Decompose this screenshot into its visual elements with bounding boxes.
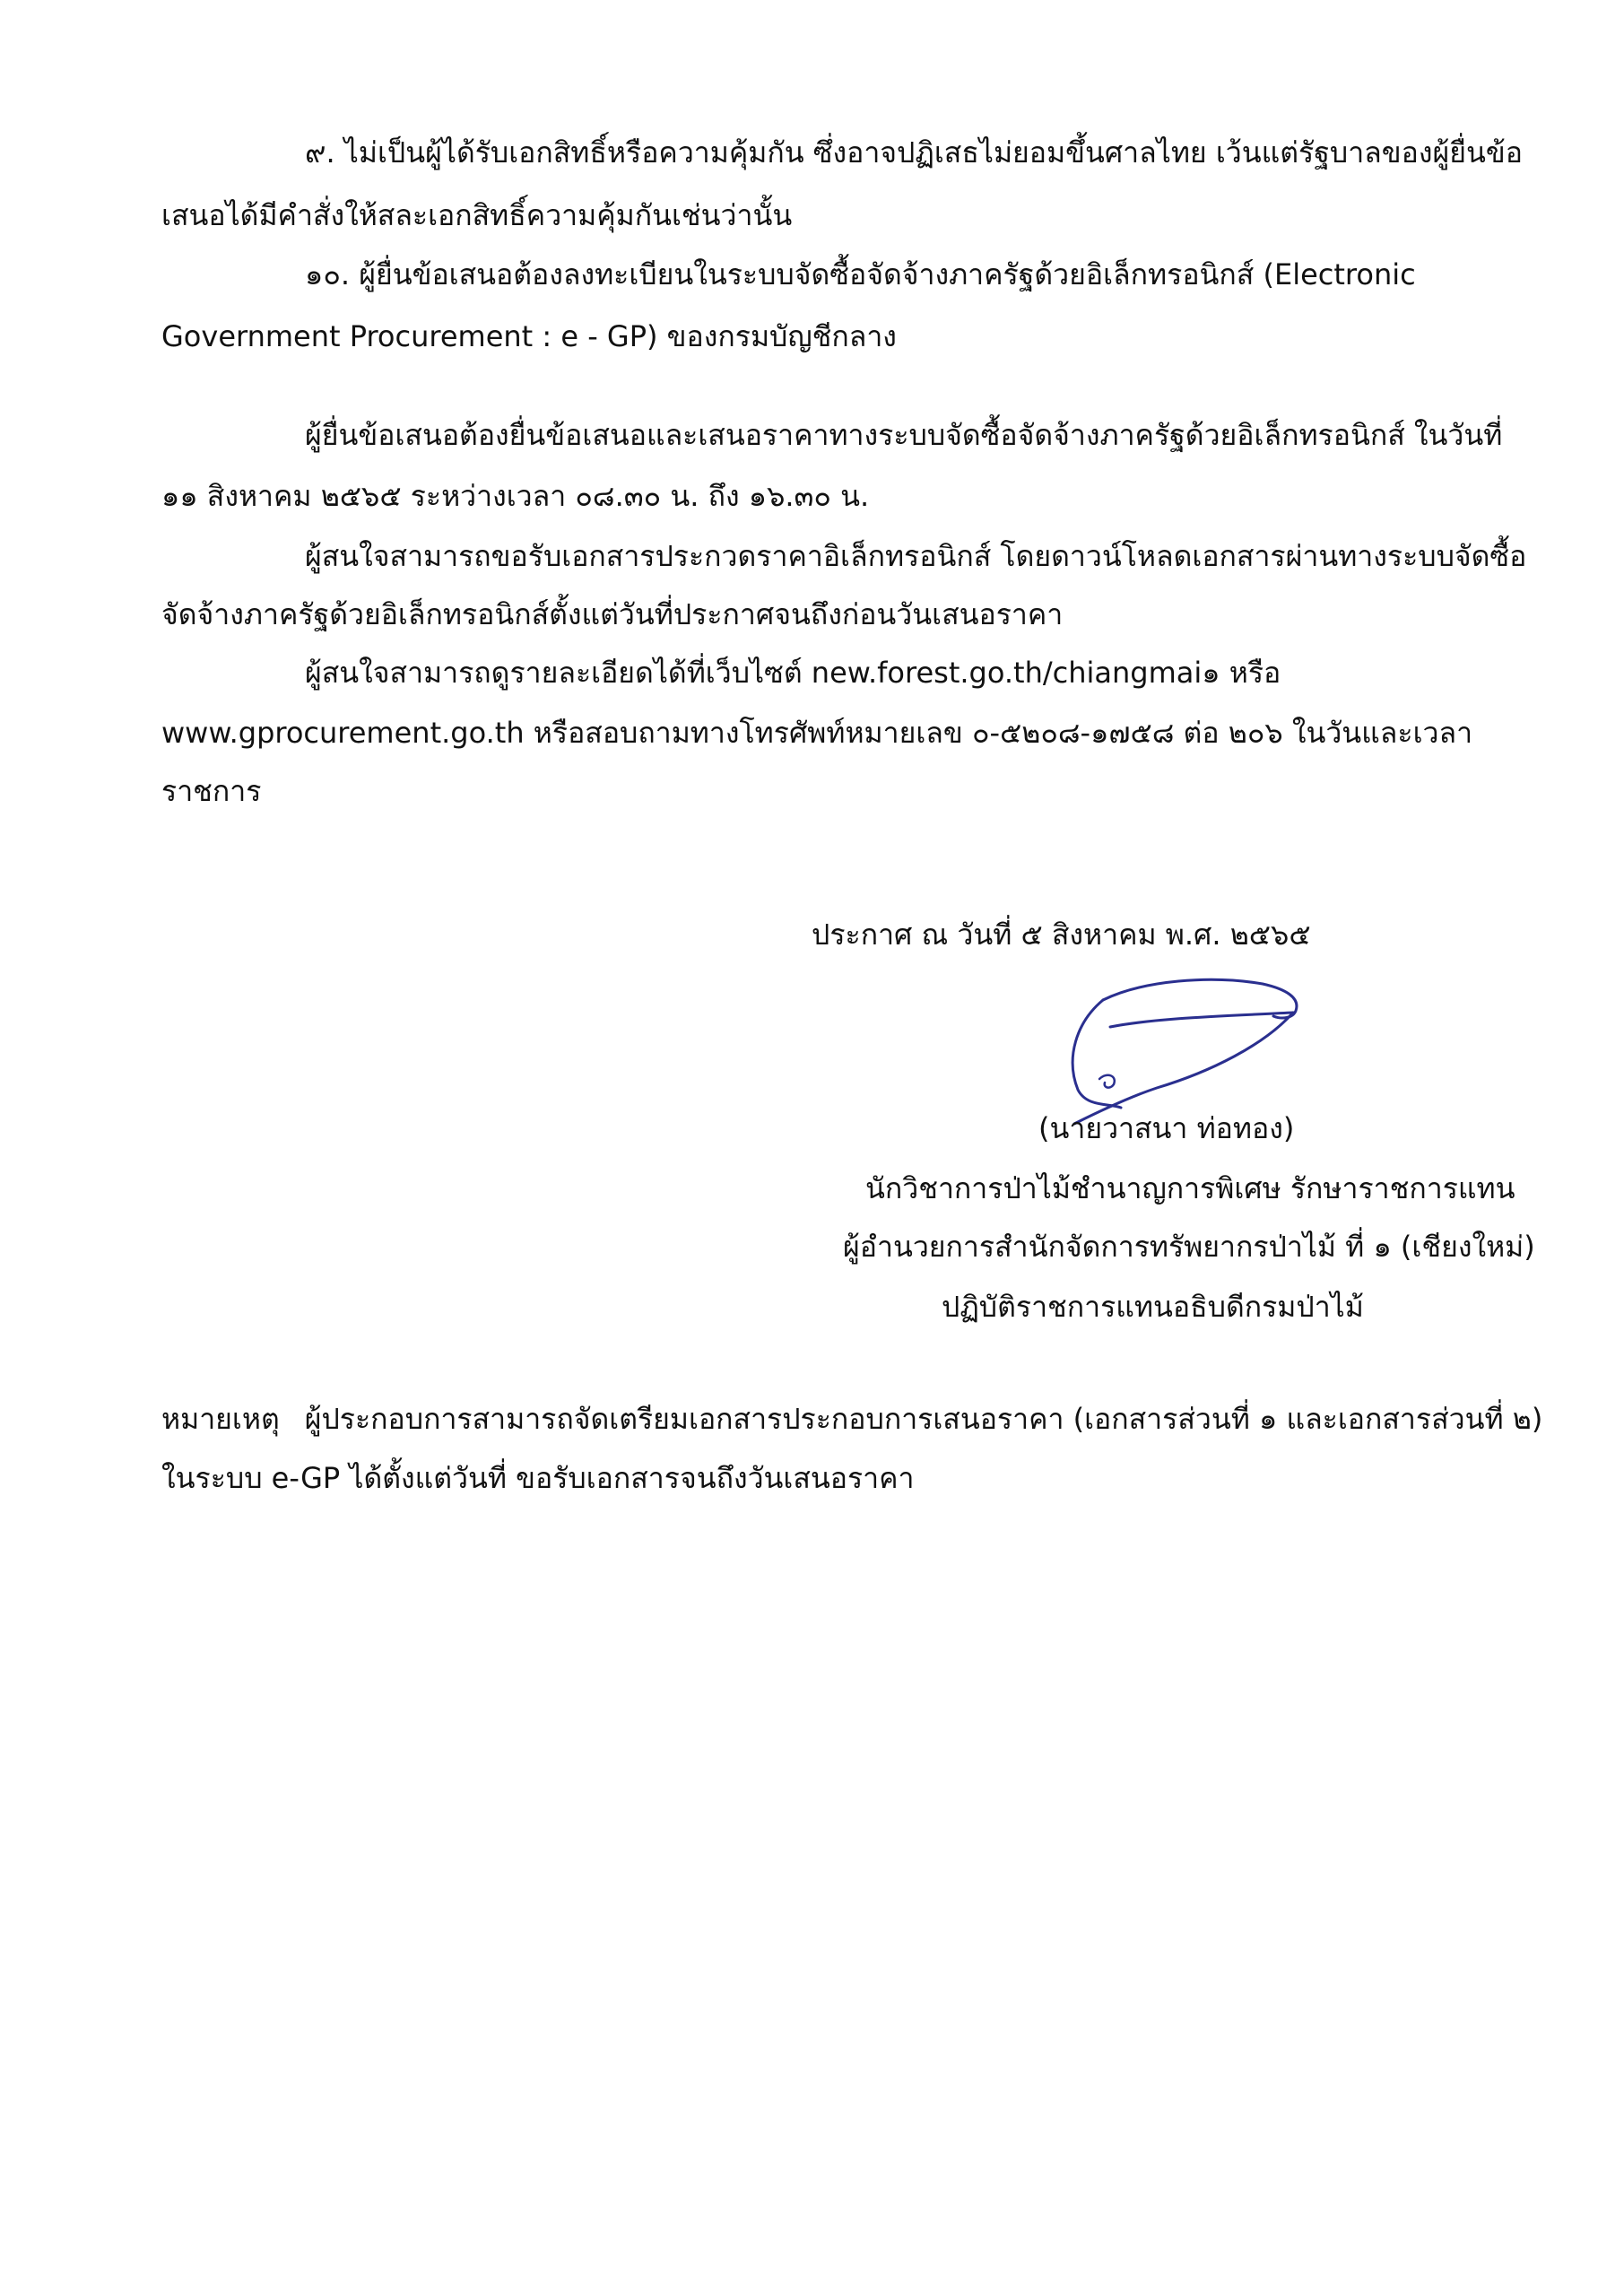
contact-line-3: ราชการ [161,774,262,808]
signatory-position-2: ผู้อำนวยการสำนักจัดการทรัพยากรป่าไม้ ที่ ๑ (เชียงใหม่) [843,1230,1535,1264]
signature-image [1058,973,1327,1130]
clause-9-line-2: เสนอได้มีคำสั่งให้สละเอกสิทธิ์ความคุ้มกันเช่นว่านั้น [161,198,793,232]
documents-line-1: ผู้สนใจสามารถขอรับเอกสารประกวดราคาอิเล็กทรอนิกส์ โดยดาวน์โหลดเอกสารผ่านทางระบบจัดซื้อ [305,539,1527,573]
submission-line-1: ผู้ยื่นข้อเสนอต้องยื่นข้อเสนอและเสนอราคาทางระบบจัดซื้อจัดจ้างภาครัฐด้วยอิเล็กทรอนิกส์ ในวันที่ [305,418,1503,452]
contact-line-1: ผู้สนใจสามารถดูรายละเอียดได้ที่เว็บไซต์ new.forest.go.th/chiangmai๑ หรือ [305,656,1281,690]
contact-line-2: www.gprocurement.go.th หรือสอบถามทางโทรศัพท์หมายเลข ๐-๕๒๐๘-๑๗๕๘ ต่อ ๒๐๖ ในวันและเวลา [161,716,1473,750]
signatory-position-3: ปฏิบัติราชการแทนอธิบดีกรมป่าไม้ [942,1290,1364,1324]
clause-9-line-1: ๙. ไม่เป็นผู้ได้รับเอกสิทธิ์หรือความคุ้มกัน ซึ่งอาจปฏิเสธไม่ยอมขึ้นศาลไทย เว้นแต่รัฐบาลของผู้ยื่นข้อ [305,135,1523,170]
note-line-2: ในระบบ e-GP ได้ตั้งแต่วันที่ ขอรับเอกสารจนถึงวันเสนอราคา [161,1461,915,1495]
signatory-name: (นายวาสนา ท่อทอง) [1038,1111,1295,1145]
documents-line-2: จัดจ้างภาครัฐด้วยอิเล็กทรอนิกส์ตั้งแต่วันที่ประกาศจนถึงก่อนวันเสนอราคา [161,597,1064,631]
clause-10-line-2: Government Procurement : e - GP) ของกรมบัญชีกลาง [161,319,897,353]
submission-line-2: ๑๑ สิงหาคม ๒๕๖๕ ระหว่างเวลา ๐๘.๓๐ น. ถึง ๑๖.๓๐ น. [161,479,870,513]
note-text-1: ผู้ประกอบการสามารถจัดเตรียมเอกสารประกอบการเสนอราคา (เอกสารส่วนที่ ๑ และเอกสารส่วนที่ ๒) [304,1402,1543,1436]
clause-10-line-1: ๑๐. ผู้ยื่นข้อเสนอต้องลงทะเบียนในระบบจัดซื้อจัดจ้างภาครัฐด้วยอิเล็กทรอนิกส์ (Electronic [305,257,1416,291]
announcement-date: ประกาศ ณ วันที่ ๕ สิงหาคม พ.ศ. ๒๕๖๕ [812,918,1311,952]
signatory-position-1: นักวิชาการป่าไม้ชำนาญการพิเศษ รักษาราชการแทน [865,1171,1515,1205]
note-line-1 [161,1401,1542,1437]
note-label: หมายเหตุ [161,1402,280,1436]
